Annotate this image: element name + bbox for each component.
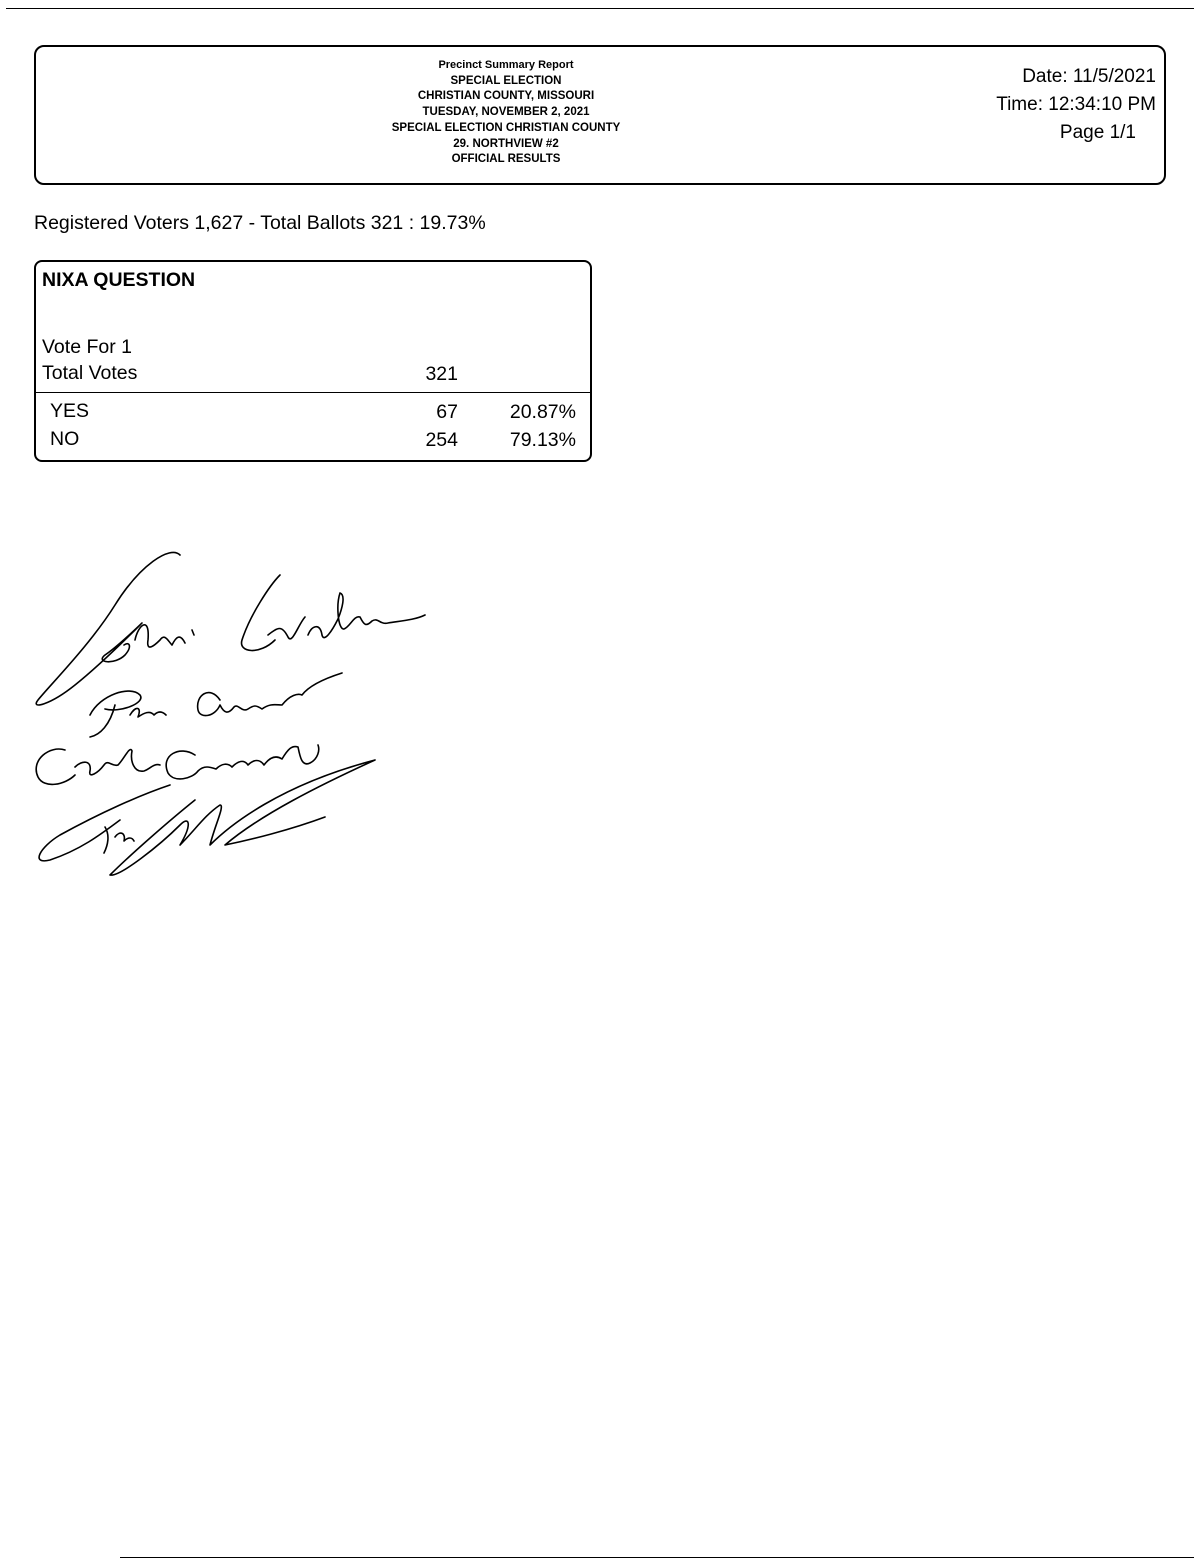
choice-percent: 79.13% [509,429,576,451]
report-date: Date: 11/5/2021 [1022,66,1156,87]
signature-stroke [110,760,375,875]
election-description: SPECIAL ELECTION CHRISTIAN COUNTY [391,121,621,134]
precinct-name: 29. NORTHVIEW #2 [453,137,559,150]
jurisdiction: CHRISTIAN COUNTY, MISSOURI [417,90,595,103]
choice-votes: 67 [436,401,458,423]
table-row [36,400,590,426]
choice-percent: 20.87% [509,401,576,423]
choice-name: NO [50,428,80,450]
signature-stroke [39,785,170,861]
vote-for-label: Vote For 1 [42,336,132,358]
signature-stroke [36,749,160,784]
signature-stroke [36,552,194,705]
top-rule [6,8,1194,9]
table-row [36,428,590,454]
contest-title: NIXA QUESTION [42,269,196,291]
page-number: Page 1/1 [1059,122,1136,143]
signature-stroke [198,673,342,716]
report-header [34,45,1166,185]
signature-stroke [90,691,166,737]
choice-name: YES [50,400,90,422]
total-votes-label: Total Votes [42,362,138,384]
bottom-rule [120,1557,1194,1558]
election-date: TUESDAY, NOVEMBER 2, 2021 [422,106,590,119]
report-title-block [336,58,676,168]
report-meta [936,63,1156,147]
results-status: OFFICIAL RESULTS [451,153,561,166]
signature-stroke [242,575,425,651]
choice-votes: 254 [425,429,458,451]
contest-table [34,260,592,462]
signature-stroke [166,745,319,779]
table-divider [36,392,590,393]
turnout-summary: Registered Voters 1,627 - Total Ballots 321 : 19.73% [34,212,486,234]
election-name: SPECIAL ELECTION [450,74,562,87]
total-votes-value: 321 [425,363,458,385]
official-signatures [20,545,450,890]
report-time: Time: 12:34:10 PM [996,94,1156,115]
report-title: Precinct Summary Report [438,59,574,71]
